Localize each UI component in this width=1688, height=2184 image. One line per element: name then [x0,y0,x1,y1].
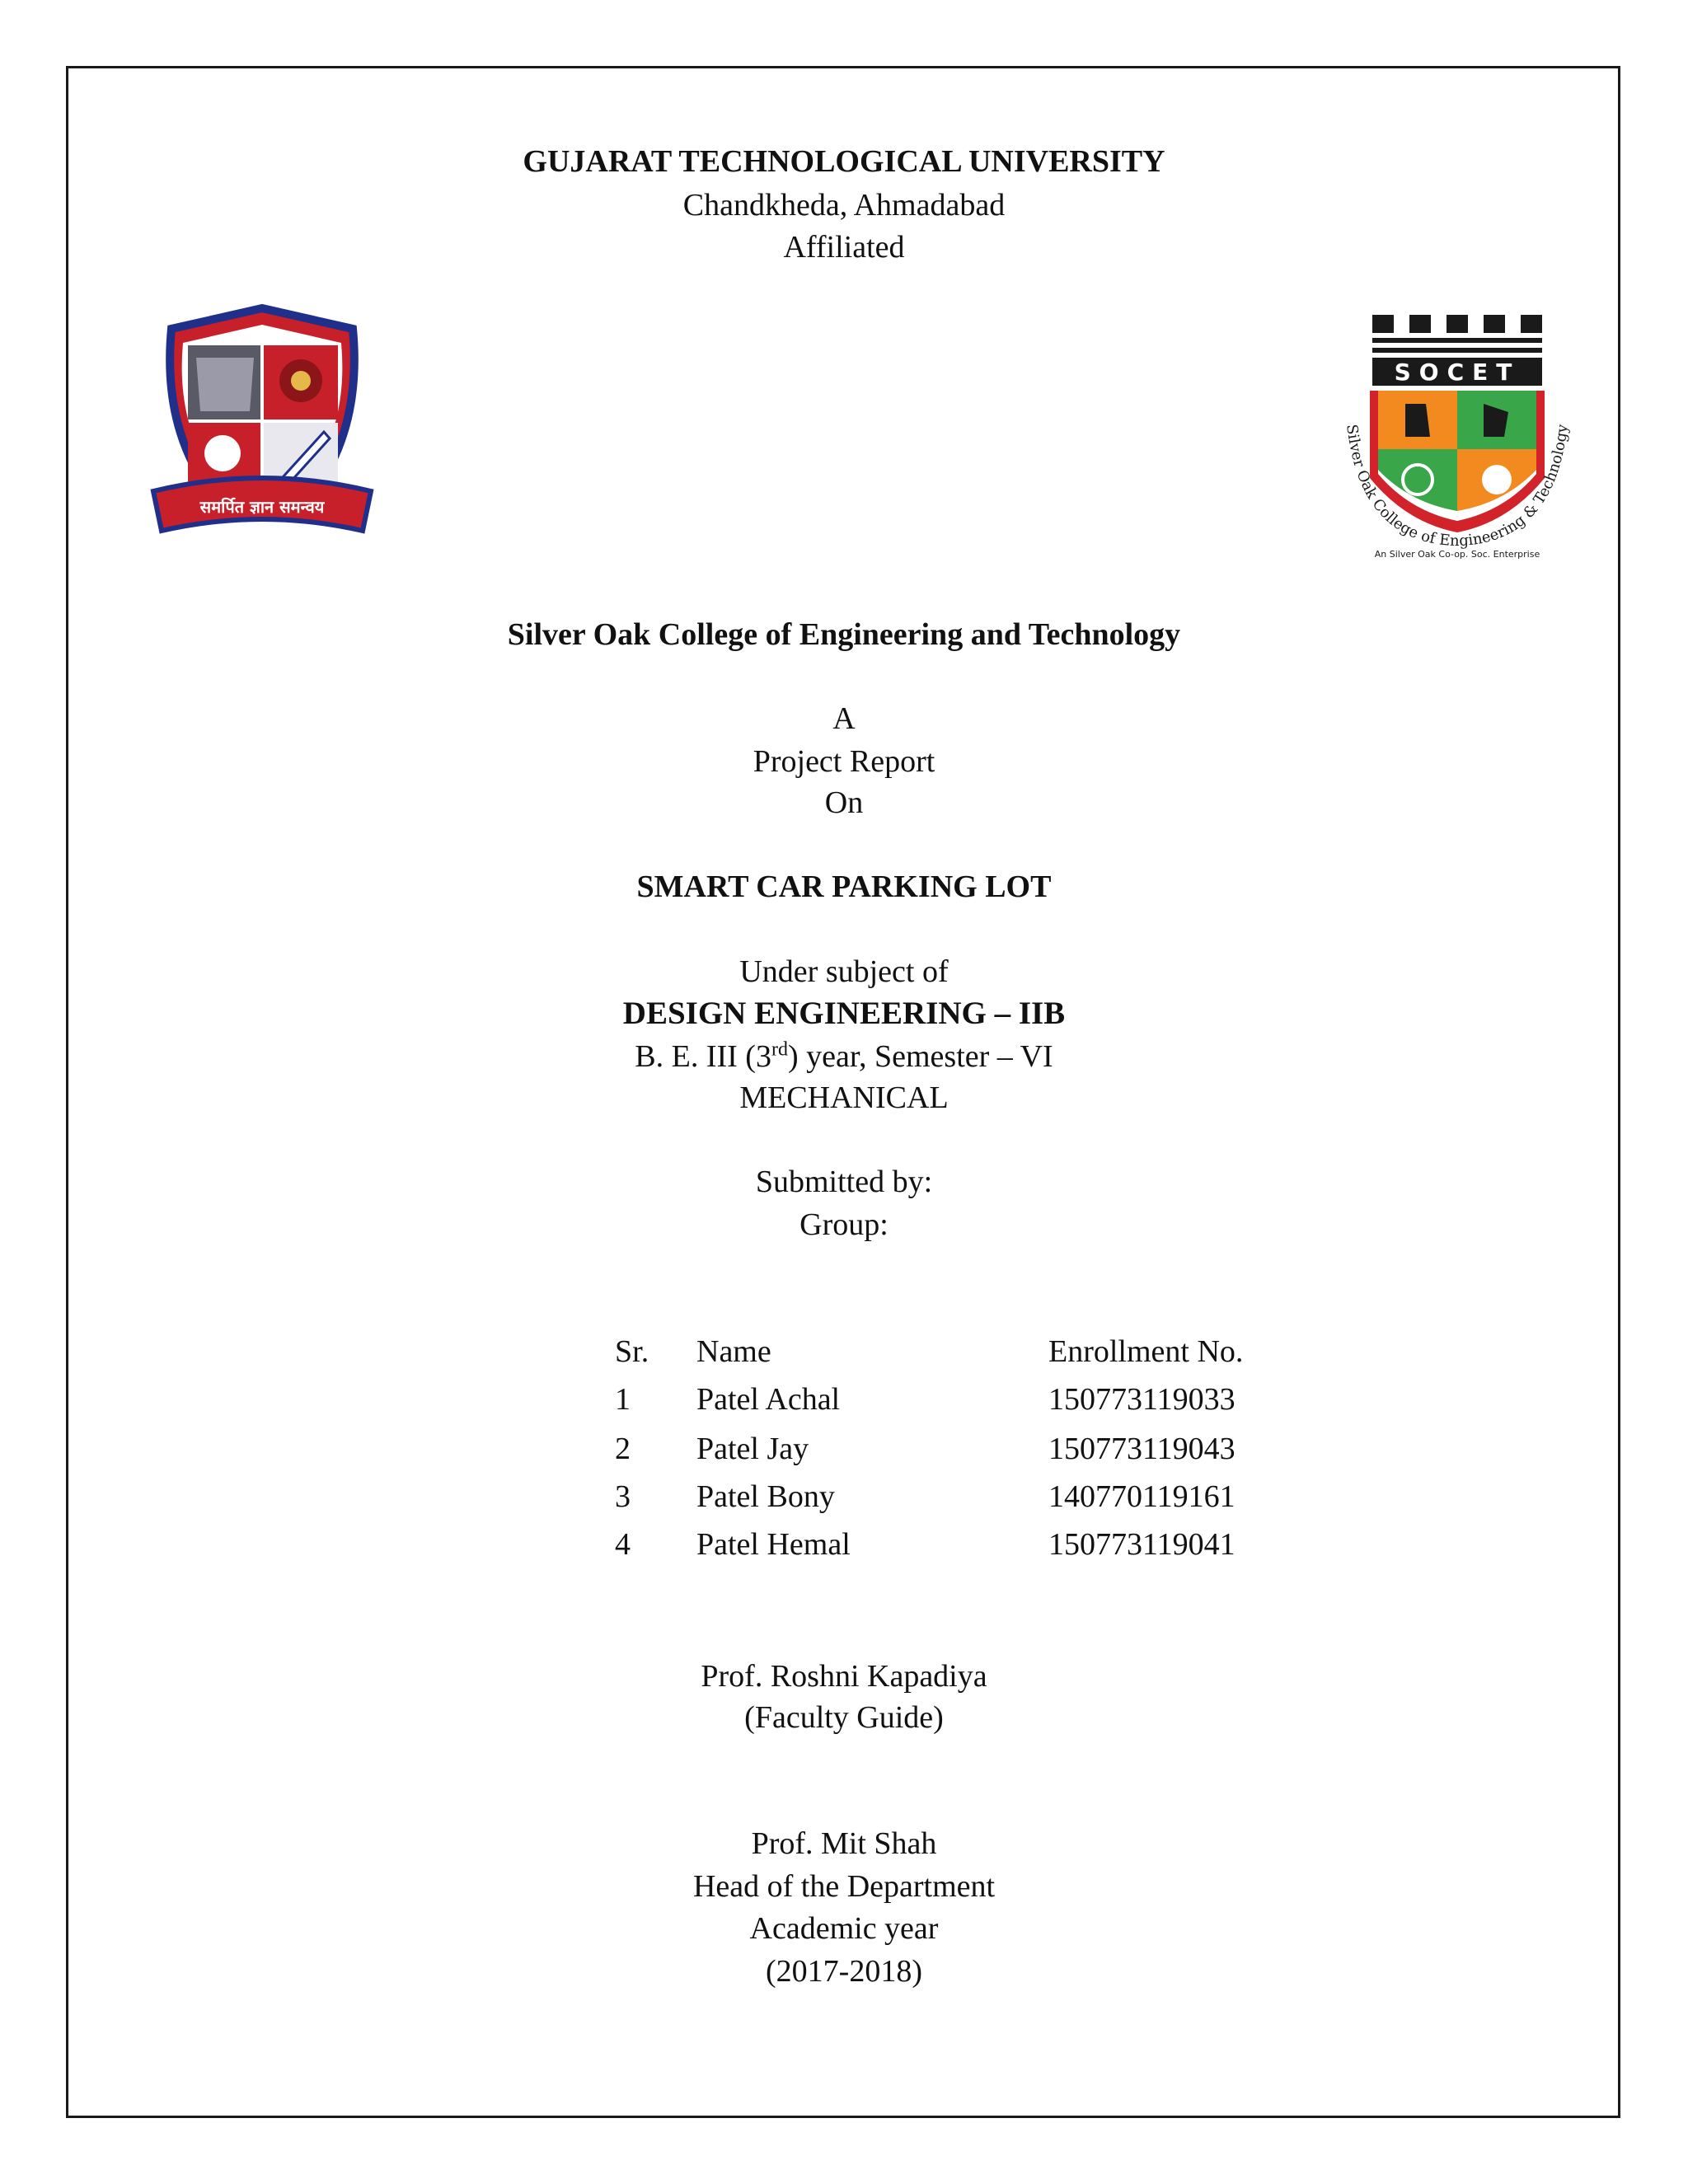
member-enrollment: 150773119043 [1048,1432,1236,1466]
year-superscript: rd [771,1038,788,1061]
report-line-on: On [824,785,864,820]
member-name: Patel Hemal [696,1527,851,1562]
year-suffix: ) year, Semester – VI [787,1039,1053,1074]
socet-crest-icon [1327,305,1591,569]
socet-acronym: SOCET [1394,359,1521,386]
guide-role: (Faculty Guide) [744,1700,944,1735]
branch-name: MECHANICAL [739,1080,949,1115]
academic-year: (2017-2018) [766,1954,922,1989]
member-name: Patel Jay [696,1432,809,1466]
header-sr: Sr. [615,1334,649,1369]
year-prefix: B. E. III (3 [635,1039,771,1074]
member-name: Patel Achal [696,1382,841,1417]
affiliated-label: Affiliated [783,230,905,265]
header-enrollment: Enrollment No. [1048,1334,1244,1369]
member-enrollment: 150773119041 [1048,1527,1236,1562]
gtu-crest-icon [147,300,377,539]
academic-year-label: Academic year [749,1911,939,1946]
report-line-project: Project Report [753,744,935,779]
gtu-logo [147,300,377,539]
socet-footer: An Silver Oak Co-op. Soc. Enterprise [1374,549,1540,560]
header-name: Name [696,1334,771,1369]
member-enrollment: 140770119161 [1048,1479,1236,1514]
report-line-a: A [832,701,856,736]
year-semester [0,1037,1688,1076]
university-location: Chandkheda, Ahmadabad [682,188,1006,223]
report-title: SMART CAR PARKING LOT [636,869,1052,904]
member-sr: 4 [615,1527,631,1562]
member-sr: 3 [615,1479,631,1514]
under-subject-label: Under subject of [739,954,949,989]
subject-name: DESIGN ENGINEERING – IIB [622,996,1066,1031]
member-sr: 2 [615,1432,631,1466]
socet-logo [1327,305,1591,569]
member-enrollment: 150773119033 [1048,1382,1236,1417]
college-name: Silver Oak College of Engineering and Technology [507,617,1181,652]
submitted-by-label: Submitted by: [755,1165,933,1199]
gtu-motto: समर्पित ज्ञान समन्वय [199,497,325,517]
hod-name: Prof. Mit Shah [751,1826,937,1861]
member-sr: 1 [615,1382,631,1417]
hod-role: Head of the Department [692,1869,996,1904]
member-name: Patel Bony [696,1479,835,1514]
socet-arc-text: Silver Oak College of Engineering & Technology [1343,423,1572,551]
group-label: Group: [799,1207,889,1242]
guide-name: Prof. Roshni Kapadiya [701,1659,987,1694]
university-name: GUJARAT TECHNOLOGICAL UNIVERSITY [523,144,1165,179]
